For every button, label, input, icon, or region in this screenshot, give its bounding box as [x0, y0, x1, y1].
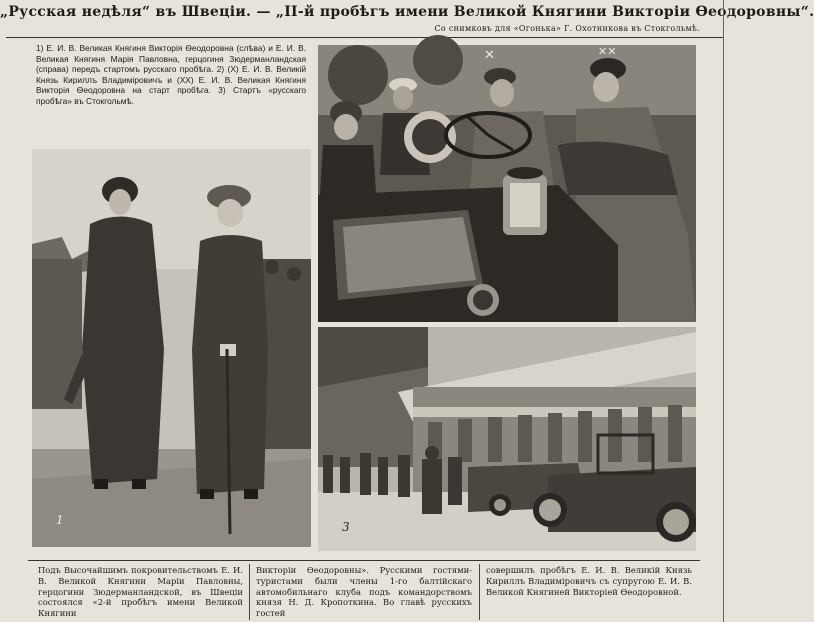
photo-credit: Со снимковъ для «Огонька» Г. Охотникова въ Стокгольмѣ. — [434, 24, 700, 33]
header-rule — [6, 37, 724, 38]
photo-grand-duke-car — [318, 45, 696, 322]
column-separator — [479, 564, 480, 620]
svg-text:✕✕: ✕✕ — [598, 45, 617, 58]
photo-1-number: 1 — [56, 513, 64, 527]
photo-3-number: 3 — [342, 520, 350, 534]
svg-text:✕: ✕ — [484, 48, 495, 63]
photo-grand-duchesses — [32, 149, 311, 547]
page-edge — [723, 0, 724, 622]
article-column-2: Викторіи Ѳеодоровны». Русскими гостями-туристами были члены 1-го балтійскаго автомобильнаго клуба подъ командорствомъ князя Н. Д. Кропоткина. Во главѣ русскихъ гостей — [256, 565, 472, 619]
article-column-1: Подъ Высочайшимъ покровительствомъ Е. И. В. Великой Княгини Маріи Павловны, герцогини Зюдерманландской, въ Швеціи состоялся «2-й пробѣгъ имени Великой Княгини — [38, 565, 243, 619]
article-rule — [28, 560, 700, 561]
column-separator — [249, 564, 250, 620]
photo-rally-start — [318, 327, 696, 551]
photo-caption: 1) Е. И. В. Великая Княгиня Викторія Ѳеодоровна (слѣва) и Е. И. В. Великая Княгиня Марія Павловна, герцогиня Зюдерманландская (справа) передъ стартомъ русскаго пробѣга. 2) (X) Е. И. В. Великій Князь Кириллъ Владиміровичъ и (XX) Е. И. В. Великая Княгиня Викторія Ѳеодоровна на старт пробѣга. 3) Стартъ «русскаго пробѣга» въ Стокгольмѣ. — [36, 43, 306, 106]
article-column-3: совершилъ пробѣгъ Е. И. В. Великій Князь Кириллъ Владиміровичъ съ супругою Е. И. В. Великой Княгиней Викторіей Ѳеодоровной. — [486, 565, 692, 597]
headline: „Русская недѣля“ въ Швеціи. — „II-й пробѣгъ имени Великой Княгини Викторіи Ѳеодоровны“. — [0, 4, 814, 20]
